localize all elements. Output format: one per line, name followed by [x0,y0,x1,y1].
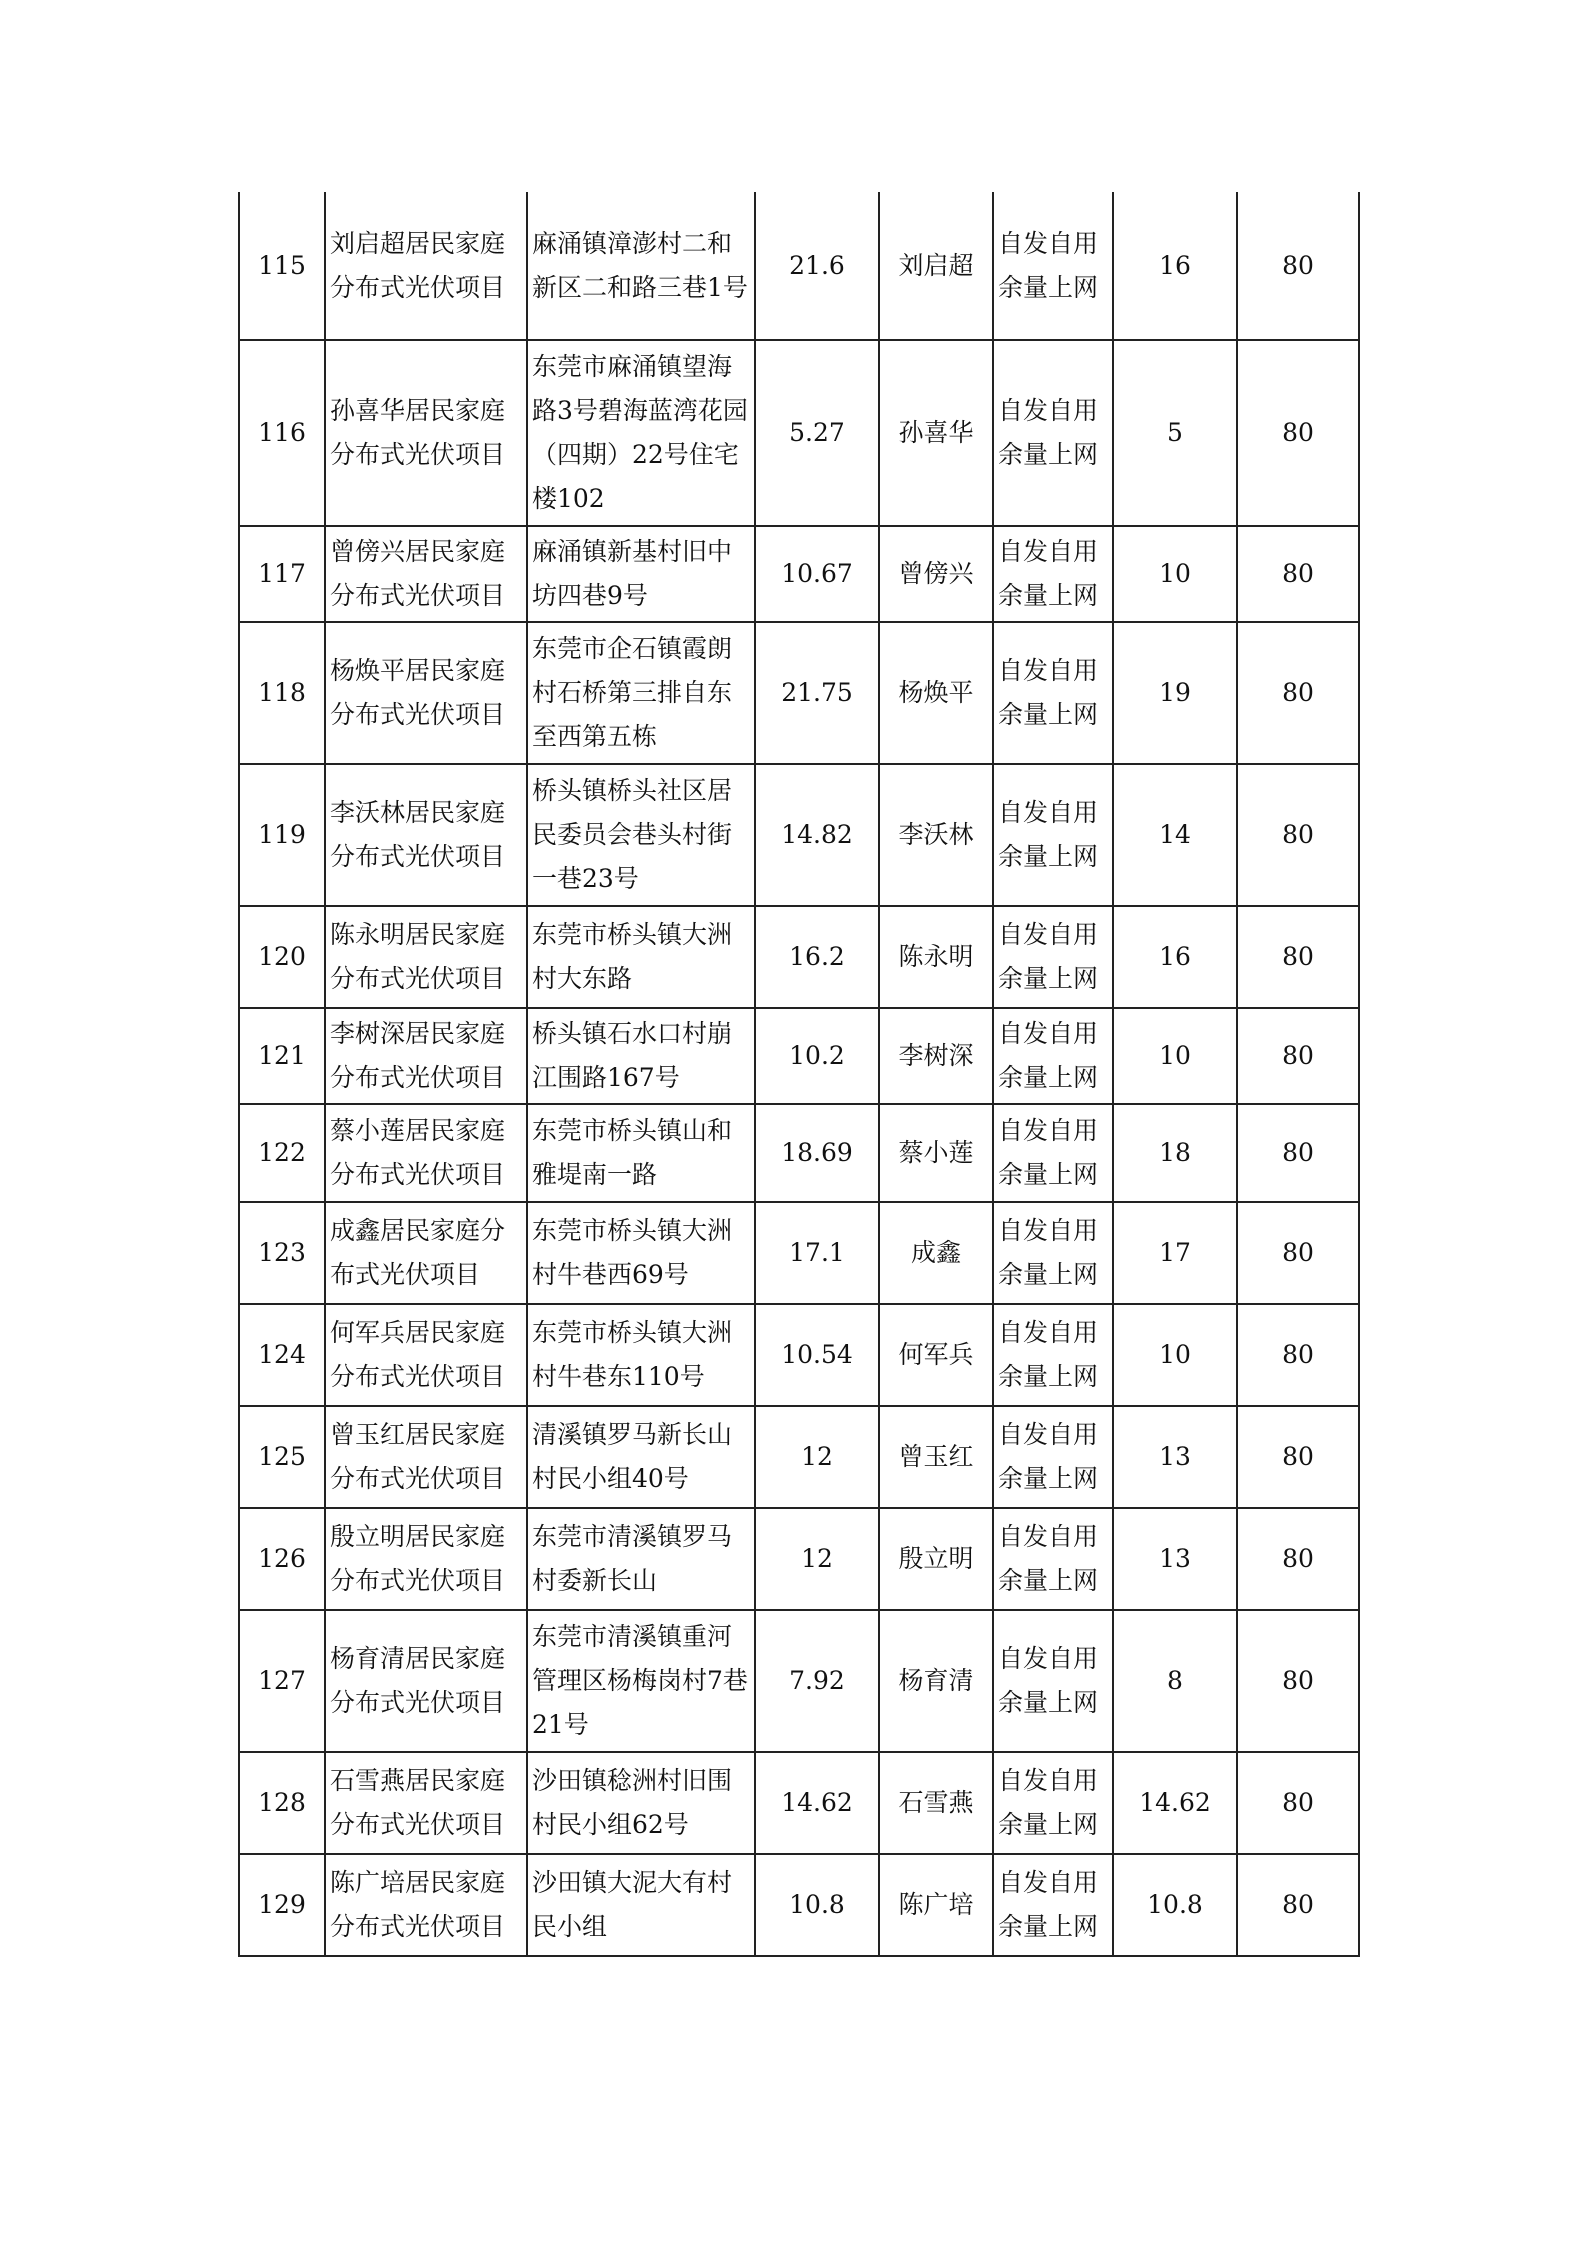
cell-address: 沙田镇稔洲村旧围村民小组62号 [527,1752,755,1854]
cell-value: 14.62 [1113,1752,1237,1854]
table-row [239,764,1359,906]
cell-owner: 孙喜华 [879,340,993,526]
cell-value: 18 [1113,1104,1237,1202]
table-row [239,622,1359,764]
cell-rate: 80 [1237,192,1359,340]
cell-project-name: 孙喜华居民家庭分布式光伏项目 [325,340,527,526]
cell-rate: 80 [1237,1508,1359,1610]
cell-owner: 殷立明 [879,1508,993,1610]
cell-number: 126 [239,1508,325,1610]
cell-capacity: 16.2 [755,906,879,1008]
cell-project-name: 石雪燕居民家庭分布式光伏项目 [325,1752,527,1854]
cell-capacity: 5.27 [755,340,879,526]
cell-capacity: 21.6 [755,192,879,340]
cell-grid-mode: 自发自用余量上网 [993,1854,1113,1956]
cell-project-name: 刘启超居民家庭分布式光伏项目 [325,192,527,340]
cell-owner: 曾玉红 [879,1406,993,1508]
cell-rate: 80 [1237,1202,1359,1304]
cell-rate: 80 [1237,1752,1359,1854]
cell-rate: 80 [1237,1304,1359,1406]
cell-project-name: 曾玉红居民家庭分布式光伏项目 [325,1406,527,1508]
cell-grid-mode: 自发自用余量上网 [993,192,1113,340]
cell-address: 东莞市企石镇霞朗村石桥第三排自东至西第五栋 [527,622,755,764]
cell-capacity: 10.8 [755,1854,879,1956]
cell-grid-mode: 自发自用余量上网 [993,764,1113,906]
cell-project-name: 陈永明居民家庭分布式光伏项目 [325,906,527,1008]
cell-value: 13 [1113,1406,1237,1508]
cell-grid-mode: 自发自用余量上网 [993,622,1113,764]
cell-capacity: 21.75 [755,622,879,764]
cell-number: 115 [239,192,325,340]
cell-project-name: 陈广培居民家庭分布式光伏项目 [325,1854,527,1956]
cell-capacity: 10.67 [755,526,879,622]
cell-owner: 杨焕平 [879,622,993,764]
cell-grid-mode: 自发自用余量上网 [993,1104,1113,1202]
cell-project-name: 杨育清居民家庭分布式光伏项目 [325,1610,527,1752]
cell-owner: 陈永明 [879,906,993,1008]
cell-capacity: 17.1 [755,1202,879,1304]
cell-capacity: 10.2 [755,1008,879,1104]
cell-address: 东莞市桥头镇大洲村牛巷西69号 [527,1202,755,1304]
cell-owner: 陈广培 [879,1854,993,1956]
cell-owner: 李沃林 [879,764,993,906]
cell-number: 124 [239,1304,325,1406]
table-row [239,1406,1359,1508]
cell-value: 16 [1113,192,1237,340]
cell-rate: 80 [1237,340,1359,526]
table-row [239,1202,1359,1304]
cell-rate: 80 [1237,906,1359,1008]
cell-rate: 80 [1237,1854,1359,1956]
cell-owner: 蔡小莲 [879,1104,993,1202]
cell-number: 129 [239,1854,325,1956]
cell-grid-mode: 自发自用余量上网 [993,1202,1113,1304]
cell-owner: 杨育清 [879,1610,993,1752]
cell-owner: 石雪燕 [879,1752,993,1854]
cell-project-name: 殷立明居民家庭分布式光伏项目 [325,1508,527,1610]
project-table [238,192,1360,1957]
cell-grid-mode: 自发自用余量上网 [993,1508,1113,1610]
cell-project-name: 李树深居民家庭分布式光伏项目 [325,1008,527,1104]
cell-rate: 80 [1237,1610,1359,1752]
cell-owner: 成鑫 [879,1202,993,1304]
cell-capacity: 12 [755,1406,879,1508]
cell-value: 10.8 [1113,1854,1237,1956]
cell-owner: 李树深 [879,1008,993,1104]
cell-capacity: 12 [755,1508,879,1610]
cell-number: 117 [239,526,325,622]
cell-number: 116 [239,340,325,526]
table-row [239,1508,1359,1610]
cell-number: 125 [239,1406,325,1508]
cell-project-name: 蔡小莲居民家庭分布式光伏项目 [325,1104,527,1202]
cell-value: 10 [1113,526,1237,622]
cell-grid-mode: 自发自用余量上网 [993,1304,1113,1406]
cell-number: 120 [239,906,325,1008]
cell-rate: 80 [1237,1008,1359,1104]
cell-grid-mode: 自发自用余量上网 [993,906,1113,1008]
cell-grid-mode: 自发自用余量上网 [993,340,1113,526]
cell-project-name: 杨焕平居民家庭分布式光伏项目 [325,622,527,764]
table-row [239,1104,1359,1202]
cell-value: 16 [1113,906,1237,1008]
cell-address: 东莞市桥头镇山和雅堤南一路 [527,1104,755,1202]
cell-number: 128 [239,1752,325,1854]
cell-address: 麻涌镇漳澎村二和新区二和路三巷1号 [527,192,755,340]
cell-grid-mode: 自发自用余量上网 [993,526,1113,622]
table-row [239,1854,1359,1956]
table-body [239,192,1359,1956]
cell-number: 119 [239,764,325,906]
table-row [239,1752,1359,1854]
cell-capacity: 7.92 [755,1610,879,1752]
cell-project-name: 何军兵居民家庭分布式光伏项目 [325,1304,527,1406]
cell-owner: 曾傍兴 [879,526,993,622]
cell-value: 10 [1113,1008,1237,1104]
cell-capacity: 14.62 [755,1752,879,1854]
cell-address: 沙田镇大泥大有村民小组 [527,1854,755,1956]
table-row [239,526,1359,622]
cell-capacity: 10.54 [755,1304,879,1406]
cell-rate: 80 [1237,764,1359,906]
cell-capacity: 14.82 [755,764,879,906]
cell-address: 东莞市清溪镇重河管理区杨梅岗村7巷21号 [527,1610,755,1752]
cell-owner: 刘启超 [879,192,993,340]
cell-address: 东莞市清溪镇罗马村委新长山 [527,1508,755,1610]
table-row [239,1008,1359,1104]
cell-grid-mode: 自发自用余量上网 [993,1008,1113,1104]
cell-grid-mode: 自发自用余量上网 [993,1406,1113,1508]
table-row [239,192,1359,340]
cell-number: 127 [239,1610,325,1752]
table-row [239,906,1359,1008]
cell-rate: 80 [1237,622,1359,764]
cell-address: 麻涌镇新基村旧中坊四巷9号 [527,526,755,622]
cell-number: 122 [239,1104,325,1202]
cell-number: 118 [239,622,325,764]
cell-address: 东莞市桥头镇大洲村牛巷东110号 [527,1304,755,1406]
table-row [239,1610,1359,1752]
cell-rate: 80 [1237,1104,1359,1202]
cell-number: 121 [239,1008,325,1104]
cell-address: 东莞市桥头镇大洲村大东路 [527,906,755,1008]
cell-value: 8 [1113,1610,1237,1752]
cell-value: 5 [1113,340,1237,526]
cell-value: 19 [1113,622,1237,764]
cell-grid-mode: 自发自用余量上网 [993,1610,1113,1752]
cell-value: 10 [1113,1304,1237,1406]
cell-grid-mode: 自发自用余量上网 [993,1752,1113,1854]
table-row [239,340,1359,526]
cell-rate: 80 [1237,526,1359,622]
cell-value: 14 [1113,764,1237,906]
cell-project-name: 李沃林居民家庭分布式光伏项目 [325,764,527,906]
cell-project-name: 成鑫居民家庭分布式光伏项目 [325,1202,527,1304]
cell-address: 东莞市麻涌镇望海路3号碧海蓝湾花园（四期）22号住宅楼102 [527,340,755,526]
cell-number: 123 [239,1202,325,1304]
cell-value: 17 [1113,1202,1237,1304]
cell-address: 桥头镇石水口村崩江围路167号 [527,1008,755,1104]
cell-rate: 80 [1237,1406,1359,1508]
cell-address: 桥头镇桥头社区居民委员会巷头村街一巷23号 [527,764,755,906]
cell-owner: 何军兵 [879,1304,993,1406]
cell-value: 13 [1113,1508,1237,1610]
table-row [239,1304,1359,1406]
cell-address: 清溪镇罗马新长山村民小组40号 [527,1406,755,1508]
cell-project-name: 曾傍兴居民家庭分布式光伏项目 [325,526,527,622]
cell-capacity: 18.69 [755,1104,879,1202]
